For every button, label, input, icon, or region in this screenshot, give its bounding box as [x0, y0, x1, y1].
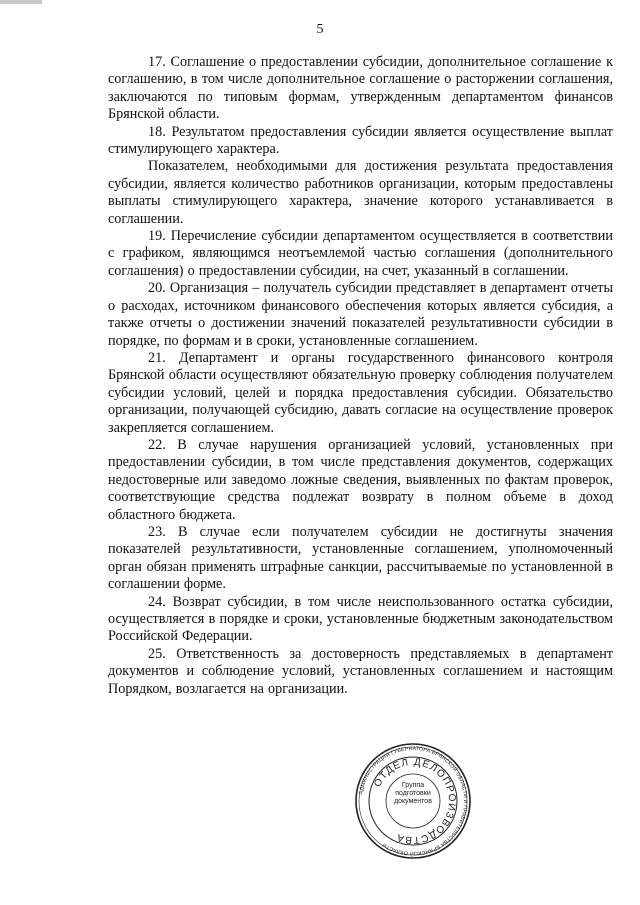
paragraph-18: 18. Результатом предоставления субсидии является осуществление выплат стимулирующего характера. [108, 123, 613, 158]
stamp-center-line: документов [394, 798, 432, 805]
scan-corner-mark [0, 0, 42, 4]
paragraph-25: 25. Ответственность за достоверность представляемых в департамент документов и соблюдение условий, установленных соглашением и настоящим Порядком, возлагается на организации. [108, 645, 613, 697]
paragraph-17: 17. Соглашение о предоставлении субсидии, дополнительное соглашение к соглашению, в том числе дополнительное соглашение о расторжении соглашения, заключаются по типовым формам, утвержденным департаментом финансов Брянской области. [108, 54, 613, 123]
official-stamp [354, 742, 472, 860]
page-number: 5 [316, 22, 324, 37]
paragraph-21: 21. Департамент и органы государственного финансового контроля Брянской области осуществляют обязательную проверку соблюдения получателем субсидии условий, целей и порядка предоставления субсидии. Обязательство организации, получающей субсидию, давать согласие на осуществление проверок закрепляется соглашением. [108, 349, 613, 436]
stamp-outer-text: АДМИНИСТРАЦИЯ ГУБЕРНАТОРА БРЯНСКОЙ ОБЛАСТИ И ПРАВИТЕЛЬСТВА БРЯНСКОЙ ОБЛАСТИ [358, 745, 469, 857]
paragraph-19: 19. Перечисление субсидии департаментом осуществляется в соответствии с графиком, являющимся неотъемлемой частью соглашения (дополнительного соглашения) о предоставлении субсидии, на счет, указанный в соглашении. [108, 228, 613, 279]
stamp-center-line: Группа [401, 782, 425, 789]
paragraph-18-indicator: Показателем, необходимыми для достижения результата предоставления субсидии, является количество работников организации, которым предоставлены выплаты стимулирующего характера, значение которого устанавливается в соглашении. [108, 158, 613, 227]
paragraph-24: 24. Возврат субсидии, в том числе неиспользованного остатка субсидии, осуществляется в порядке и сроки, установленные бюджетным законодательством Российской Федерации. [108, 593, 613, 645]
paragraph-22: 22. В случае нарушения организацией условий, установленных при предоставлении субсидии, в том числе представления документов, содержащих недостоверные или заведомо ложные сведения, выявленных по фактам проверок, соответствующие средства подлежат возврату в полном объеме в доход областного бюджета. [108, 436, 613, 523]
paragraph-20: 20. Организация – получатель субсидии представляет в департамент отчеты о расходах, источником финансового обеспечения которых является субсидия, а также отчеты о достижении значений показателей результативности субсидии в порядке, по формам и в сроки, установленные соглашением. [108, 280, 613, 349]
document-body [108, 54, 613, 698]
stamp-ring-text: ОТДЕЛ ДЕЛОПРОИЗВОДСТВА [372, 756, 458, 846]
paragraph-23: 23. В случае если получателем субсидии не достигнуты значения показателей результативности, установленные соглашением, уполномоченный орган обязан применять штрафные санкции, рассчитываемые по установленной в соглашении форме. [108, 523, 613, 593]
stamp-center-label [392, 782, 434, 806]
stamp-center-line: подготовки [395, 790, 431, 797]
